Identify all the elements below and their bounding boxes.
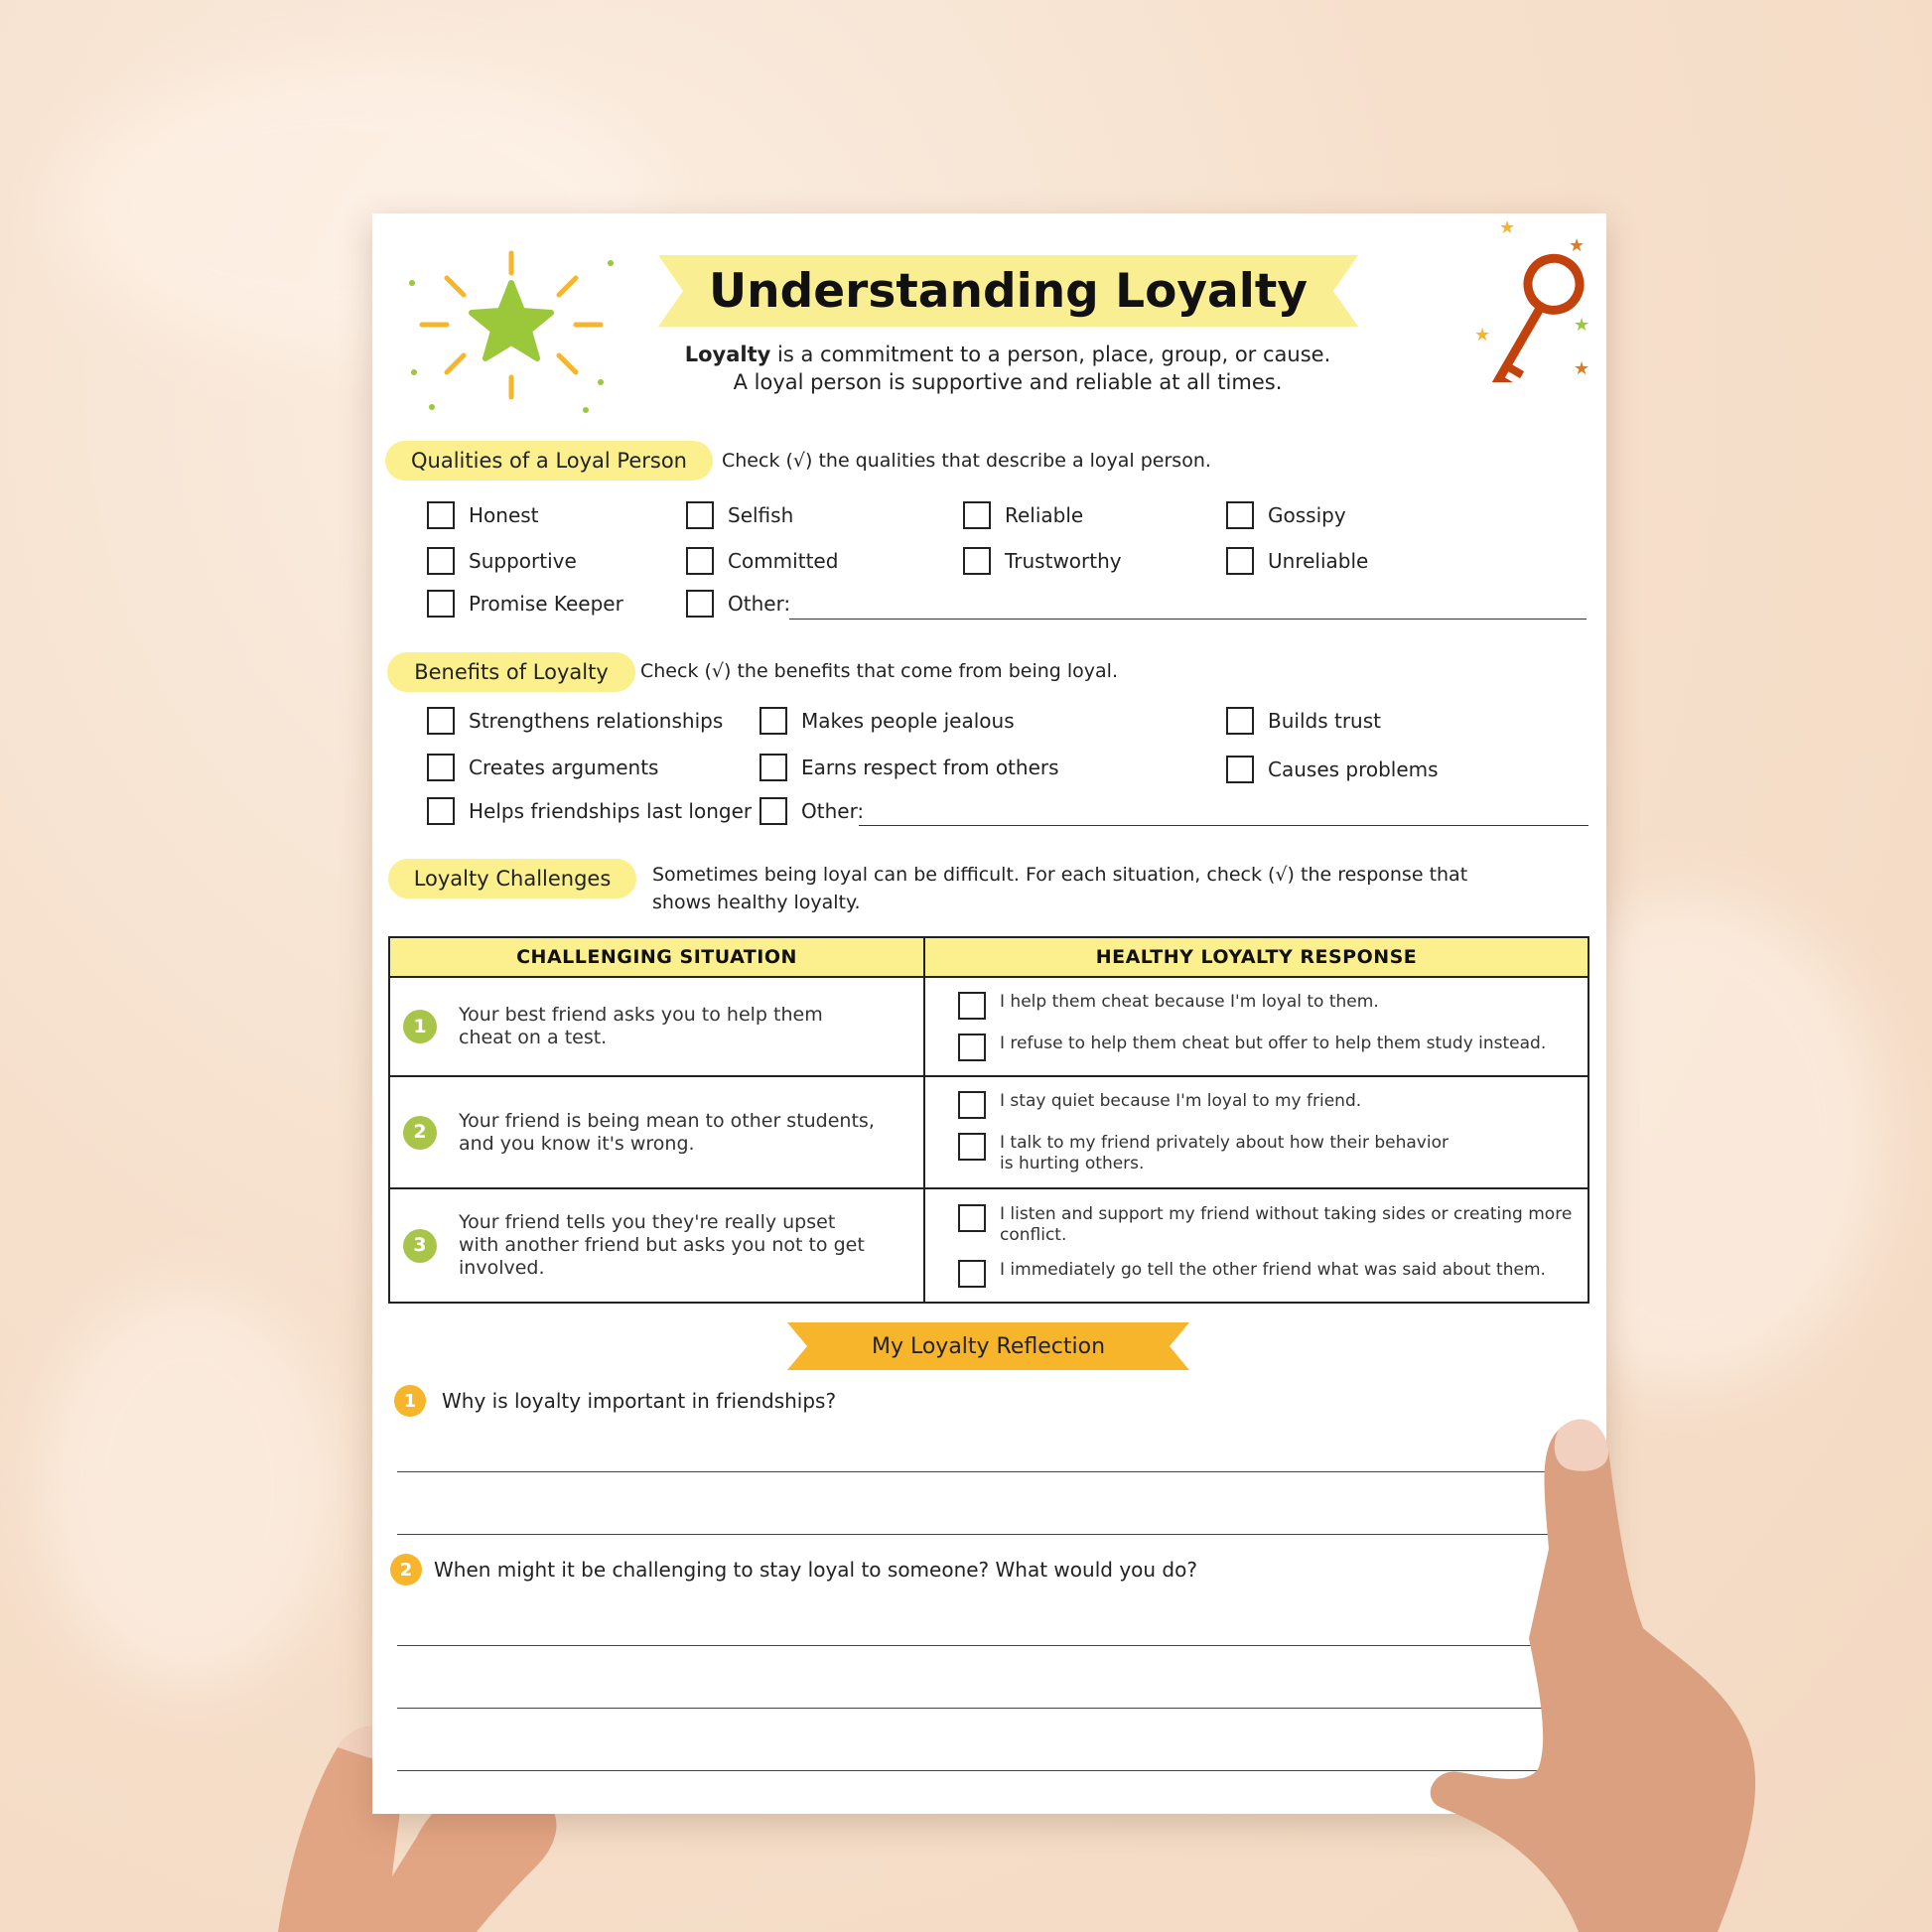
- quality-option[interactable]: Unreliable: [1226, 547, 1368, 575]
- answer-line[interactable]: [397, 1534, 1584, 1535]
- challenges-section-label: Loyalty Challenges: [388, 859, 636, 898]
- checkbox[interactable]: [958, 1260, 986, 1288]
- row-number: 1: [403, 1010, 437, 1043]
- row-number: 2: [403, 1116, 437, 1150]
- page-title: Understanding Loyalty: [709, 263, 1308, 319]
- svg-text:★: ★: [1569, 235, 1586, 256]
- checkbox[interactable]: [427, 547, 455, 575]
- answer-line[interactable]: [397, 1645, 1584, 1646]
- column-header-situation: CHALLENGING SITUATION: [389, 937, 924, 977]
- svg-text:★: ★: [1474, 325, 1491, 345]
- answer-line[interactable]: [397, 1708, 1584, 1709]
- quality-option[interactable]: Committed: [686, 547, 838, 575]
- checkbox[interactable]: [963, 501, 991, 529]
- benefit-option[interactable]: Makes people jealous: [759, 707, 1015, 735]
- question-number: 2: [390, 1554, 422, 1586]
- quality-option-other[interactable]: Other:: [686, 590, 790, 618]
- svg-text:★: ★: [1499, 217, 1516, 238]
- quality-option[interactable]: Supportive: [427, 547, 577, 575]
- checkbox[interactable]: [686, 547, 714, 575]
- benefit-option[interactable]: Strengthens relationships: [427, 707, 723, 735]
- checkbox[interactable]: [958, 1204, 986, 1232]
- quality-option[interactable]: Trustworthy: [963, 547, 1122, 575]
- benefit-option[interactable]: Builds trust: [1226, 707, 1381, 735]
- table-row: [389, 1188, 1588, 1303]
- intro-text: Loyalty is a commitment to a person, place, group, or cause. A loyal person is supportive and reliable at all times.: [684, 343, 1331, 394]
- checkbox[interactable]: [958, 992, 986, 1020]
- checkbox[interactable]: [427, 797, 455, 825]
- checkbox[interactable]: [963, 547, 991, 575]
- checkbox[interactable]: [759, 707, 787, 735]
- qualities-instruction: Check (√) the qualities that describe a loyal person.: [722, 450, 1211, 472]
- checkbox[interactable]: [427, 707, 455, 735]
- checkbox[interactable]: [958, 1133, 986, 1161]
- answer-line[interactable]: [397, 1471, 1584, 1472]
- checkbox[interactable]: [1226, 501, 1254, 529]
- row-number: 3: [403, 1229, 437, 1263]
- quality-option[interactable]: Promise Keeper: [427, 590, 623, 618]
- other-write-line[interactable]: [789, 619, 1587, 620]
- checkbox[interactable]: [958, 1034, 986, 1061]
- reflection-question: Why is loyalty important in friendships?: [442, 1389, 837, 1413]
- benefits-instruction: Check (√) the benefits that come from being loyal.: [640, 660, 1118, 682]
- benefit-option[interactable]: Earns respect from others: [759, 754, 1059, 781]
- checkbox[interactable]: [1226, 707, 1254, 735]
- response-text: I listen and support my friend without taking sides or creating more conflict.: [1000, 1203, 1573, 1245]
- quality-option[interactable]: Reliable: [963, 501, 1083, 529]
- benefit-option-other[interactable]: Other:: [759, 797, 864, 825]
- checkbox[interactable]: [686, 590, 714, 618]
- response-text: I talk to my friend privately about how their behavior is hurting others.: [1000, 1132, 1449, 1173]
- response-text: I immediately go tell the other friend what was said about them.: [1000, 1259, 1546, 1280]
- situation-text: Your friend is being mean to other students, and you know it's wrong.: [459, 1109, 875, 1155]
- checkbox[interactable]: [1226, 547, 1254, 575]
- svg-text:★: ★: [1574, 315, 1590, 336]
- quality-option[interactable]: Selfish: [686, 501, 793, 529]
- question-number: 1: [394, 1385, 426, 1417]
- reflection-question: When might it be challenging to stay loyal to someone? What would you do?: [434, 1558, 1197, 1582]
- challenges-table: [388, 936, 1589, 1304]
- response-text: I help them cheat because I'm loyal to them.: [1000, 992, 1379, 1012]
- checkbox[interactable]: [427, 754, 455, 781]
- benefits-section-label: Benefits of Loyalty: [387, 652, 635, 692]
- svg-text:★: ★: [1574, 358, 1590, 379]
- quality-option[interactable]: Gossipy: [1226, 501, 1346, 529]
- situation-text: Your best friend asks you to help them cheat on a test.: [459, 1004, 823, 1048]
- column-header-response: HEALTHY LOYALTY RESPONSE: [924, 937, 1588, 977]
- quality-option[interactable]: Honest: [427, 501, 539, 529]
- reflection-title: My Loyalty Reflection: [871, 1333, 1106, 1359]
- benefit-option[interactable]: Causes problems: [1226, 756, 1439, 783]
- checkbox[interactable]: [686, 501, 714, 529]
- response-text: I stay quiet because I'm loyal to my friend.: [1000, 1090, 1362, 1111]
- worksheet-page: [372, 213, 1606, 1814]
- other-write-line[interactable]: [859, 825, 1588, 826]
- checkbox[interactable]: [427, 501, 455, 529]
- key-icon: [1420, 213, 1598, 382]
- qualities-section-label: Qualities of a Loyal Person: [385, 441, 713, 481]
- answer-line[interactable]: [397, 1770, 1584, 1771]
- checkbox[interactable]: [427, 590, 455, 618]
- star-burst-icon: [402, 233, 621, 422]
- challenges-instruction: Sometimes being loyal can be difficult. For each situation, check (√) the response that shows healthy loyalty.: [652, 864, 1468, 913]
- benefit-option[interactable]: Helps friendships last longer: [427, 797, 752, 825]
- checkbox[interactable]: [958, 1091, 986, 1119]
- benefit-option[interactable]: Creates arguments: [427, 754, 658, 781]
- table-row: [389, 977, 1588, 1076]
- checkbox[interactable]: [1226, 756, 1254, 783]
- response-text: I refuse to help them cheat but offer to help them study instead.: [1000, 1034, 1547, 1053]
- table-row: [389, 1076, 1588, 1188]
- checkbox[interactable]: [759, 754, 787, 781]
- situation-text: Your friend tells you they're really upset with another friend but asks you not to get involved.: [459, 1211, 865, 1279]
- right-hand: [1430, 1390, 1767, 1932]
- checkbox[interactable]: [759, 797, 787, 825]
